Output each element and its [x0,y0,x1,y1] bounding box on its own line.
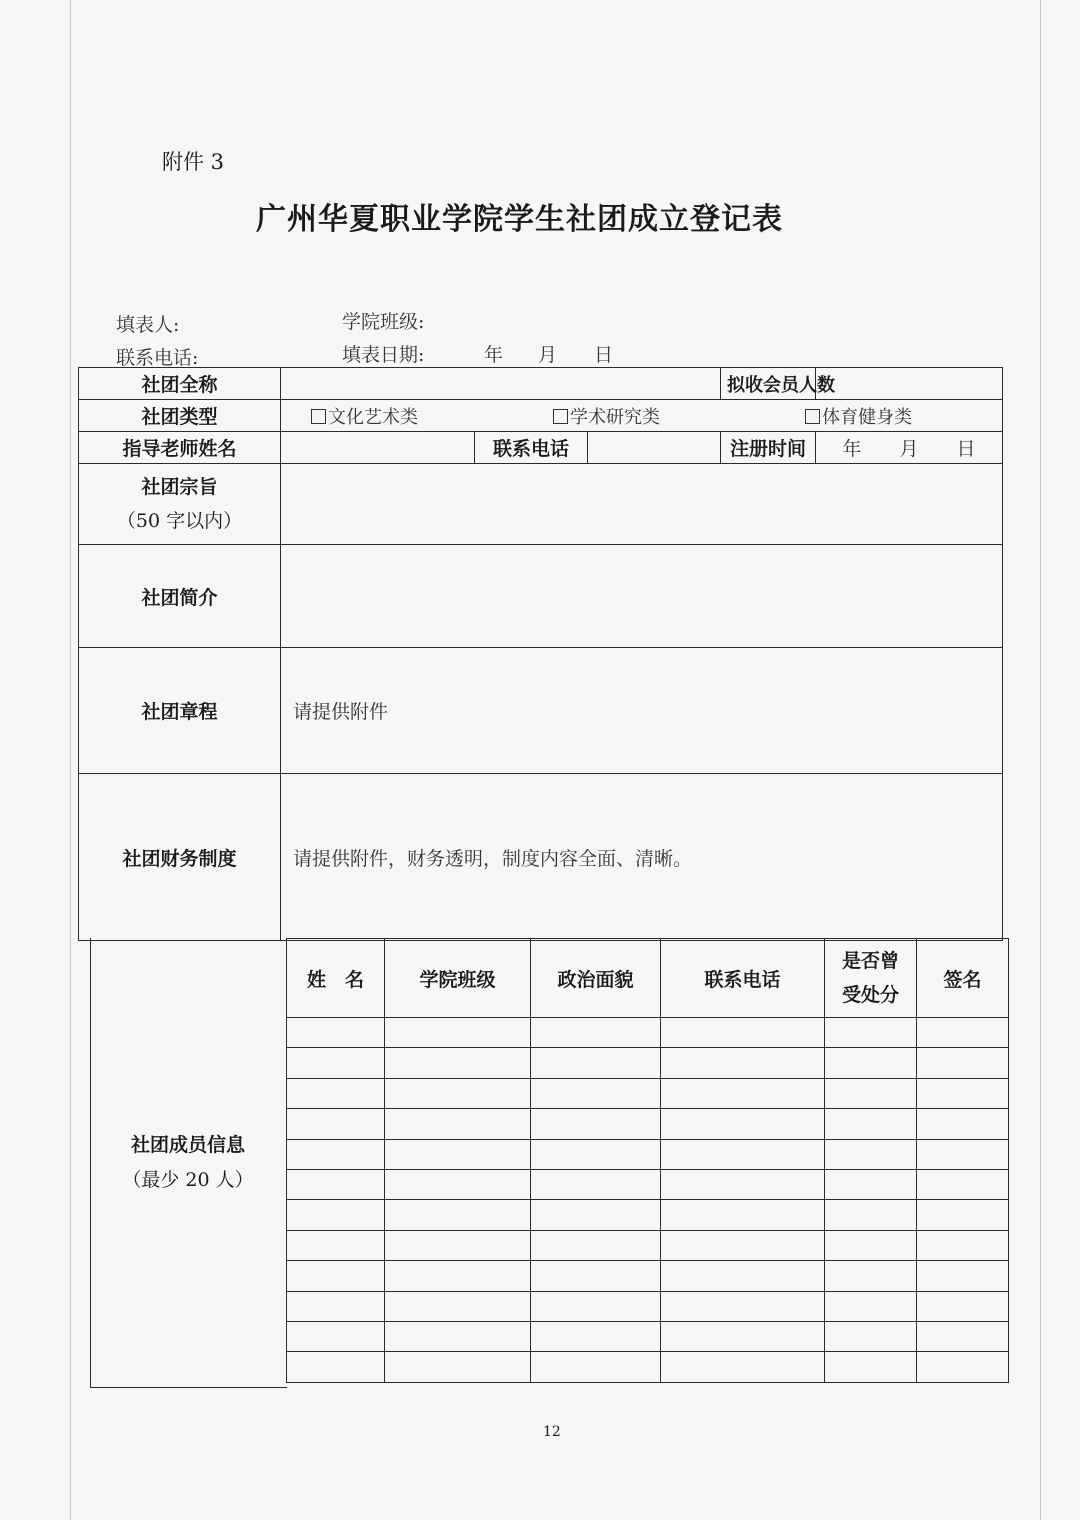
member-cell[interactable] [825,1230,917,1260]
member-cell[interactable] [917,1291,1009,1321]
member-cell[interactable] [531,1169,661,1199]
member-cell[interactable] [917,1048,1009,1078]
member-cell[interactable] [825,1261,917,1291]
type-option-sports-label: 体育健身类 [822,406,913,428]
header-name: 姓 名 [287,939,385,1018]
member-cell[interactable] [917,1200,1009,1230]
member-cell[interactable] [531,1261,661,1291]
club-name-field[interactable] [281,368,721,400]
fill-date-month: 月 [538,344,558,366]
member-cell[interactable] [287,1230,385,1260]
member-cell[interactable] [917,1321,1009,1351]
member-cell[interactable] [287,1078,385,1108]
member-cell[interactable] [531,1291,661,1321]
type-option-culture[interactable] [311,403,547,429]
header-disciplined-line2: 受处分 [841,984,899,1006]
filler-label: 填表人: [116,314,180,336]
purpose-limit: （50 字以内） [116,510,243,532]
contact-phone-label: 联系电话 [475,432,588,464]
member-cell[interactable] [531,1230,661,1260]
scan-edge-right [1040,0,1041,1520]
member-cell[interactable] [661,1230,825,1260]
member-cell[interactable] [661,1352,825,1382]
contact-phone-field[interactable] [588,432,721,464]
member-cell[interactable] [917,1169,1009,1199]
header-signature: 签名 [917,939,1009,1018]
members-label [90,1128,286,1198]
member-cell[interactable] [825,1291,917,1321]
member-cell[interactable] [917,1352,1009,1382]
type-option-academic-label: 学术研究类 [570,406,661,428]
member-cell[interactable] [917,1109,1009,1139]
type-option-sports[interactable] [805,407,912,428]
page-number: 12 [543,1424,561,1440]
member-cell[interactable] [287,1321,385,1351]
type-option-culture-label: 文化艺术类 [328,406,418,428]
member-cell[interactable] [385,1291,531,1321]
member-cell[interactable] [531,1018,661,1048]
member-cell[interactable] [531,1109,661,1139]
register-time-field[interactable] [816,432,1003,464]
register-year: 年 [842,438,862,460]
registration-form [78,367,1003,941]
purpose-label [79,464,281,545]
header-disciplined [825,939,917,1018]
member-cell[interactable] [287,1169,385,1199]
header-phone: 联系电话 [661,939,825,1018]
club-name-label: 社团全称 [79,368,281,400]
phone-label: 联系电话: [116,347,199,369]
college-class-label: 学院班级: [342,311,425,333]
page-title: 广州华夏职业学院学生社团成立登记表 [256,202,783,237]
member-cell[interactable] [287,1200,385,1230]
member-cell[interactable] [661,1321,825,1351]
member-cell[interactable] [825,1169,917,1199]
member-cell[interactable] [385,1230,531,1260]
member-cell[interactable] [661,1200,825,1230]
register-month: 月 [899,438,919,460]
table-row [287,1321,1009,1351]
table-row [287,1261,1009,1291]
member-cell[interactable] [287,1352,385,1382]
member-cell[interactable] [825,1078,917,1108]
table-row [287,1352,1009,1382]
member-cell[interactable] [385,1139,531,1169]
fill-date-day: 日 [594,344,614,366]
member-cell[interactable] [917,1230,1009,1260]
member-cell[interactable] [287,1291,385,1321]
member-cell[interactable] [287,1139,385,1169]
register-time-label: 注册时间 [721,432,816,464]
fill-date-label: 填表日期: [342,344,425,366]
member-cell[interactable] [287,1261,385,1291]
planned-members-field[interactable] [816,368,1003,400]
member-cell[interactable] [661,1018,825,1048]
finance-field[interactable]: 请提供附件，财务透明，制度内容全面、清晰。 [281,774,1003,941]
member-cell[interactable] [287,1048,385,1078]
member-cell[interactable] [385,1018,531,1048]
member-cell[interactable] [385,1321,531,1351]
attachment-label: 附件 3 [162,150,225,174]
member-cell[interactable] [531,1078,661,1108]
type-option-academic[interactable] [553,403,799,429]
finance-label: 社团财务制度 [79,774,281,941]
checkbox-icon [311,409,326,424]
member-cell[interactable] [825,1321,917,1351]
table-row [287,1230,1009,1260]
member-cell[interactable] [825,1048,917,1078]
member-cell[interactable] [287,1109,385,1139]
member-cell[interactable] [287,1018,385,1048]
header-political-status: 政治面貌 [531,939,661,1018]
club-type-options [281,400,1003,432]
table-row [287,1139,1009,1169]
member-cell[interactable] [385,1352,531,1382]
member-cell[interactable] [661,1261,825,1291]
members-table [286,938,1009,1383]
member-cell[interactable] [825,1018,917,1048]
members-header-row [287,939,1009,1018]
member-cell[interactable] [531,1352,661,1382]
table-row [287,1169,1009,1199]
member-cell[interactable] [385,1078,531,1108]
member-cell[interactable] [531,1321,661,1351]
member-cell[interactable] [825,1200,917,1230]
member-cell[interactable] [825,1352,917,1382]
intro-label: 社团简介 [79,545,281,648]
member-cell[interactable] [661,1048,825,1078]
member-cell[interactable] [661,1109,825,1139]
member-cell[interactable] [531,1048,661,1078]
scan-edge-left [70,0,71,1520]
header-college-class: 学院班级 [385,939,531,1018]
member-cell[interactable] [385,1048,531,1078]
planned-members-label: 拟收会员人数 [721,368,816,400]
purpose-title: 社团宗旨 [141,476,218,498]
member-cell[interactable] [385,1261,531,1291]
register-day: 日 [956,438,976,460]
table-row [287,1109,1009,1139]
checkbox-icon [805,409,820,424]
table-row [287,1018,1009,1048]
member-cell[interactable] [385,1200,531,1230]
member-cell[interactable] [661,1078,825,1108]
members-min: （最少 20 人） [122,1169,254,1191]
member-cell[interactable] [385,1109,531,1139]
member-cell[interactable] [531,1200,661,1230]
member-cell[interactable] [917,1078,1009,1108]
intro-field[interactable] [281,545,1003,648]
member-cell[interactable] [825,1109,917,1139]
member-cell[interactable] [661,1291,825,1321]
header-disciplined-line1: 是否曾 [841,950,899,972]
table-row [287,1048,1009,1078]
advisor-name-label: 指导老师姓名 [79,432,281,464]
member-cell[interactable] [531,1139,661,1169]
table-row [287,1200,1009,1230]
member-cell[interactable] [661,1169,825,1199]
members-title: 社团成员信息 [130,1134,245,1156]
table-row [287,1078,1009,1108]
club-type-label: 社团类型 [79,400,281,432]
member-cell[interactable] [385,1169,531,1199]
charter-label: 社团章程 [79,648,281,774]
checkbox-icon [553,409,568,424]
member-cell[interactable] [917,1018,1009,1048]
fill-date-year: 年 [484,344,504,366]
member-cell[interactable] [917,1261,1009,1291]
charter-field[interactable]: 请提供附件 [281,648,1003,774]
advisor-name-field[interactable] [281,432,475,464]
member-cell[interactable] [661,1139,825,1169]
member-cell[interactable] [825,1139,917,1169]
member-cell[interactable] [917,1139,1009,1169]
purpose-field[interactable] [281,464,1003,545]
table-row [287,1291,1009,1321]
